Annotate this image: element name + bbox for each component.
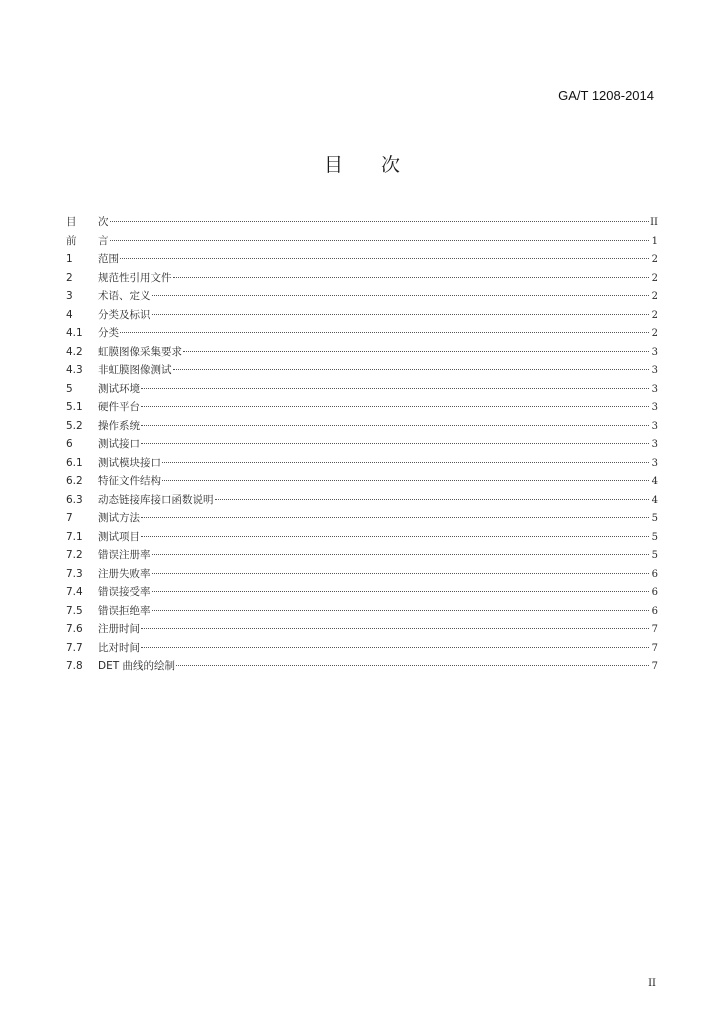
toc-entry-title: 特征文件结构: [98, 475, 161, 487]
toc-entry-page: 7: [651, 624, 658, 635]
toc-entry-page: 3: [651, 383, 658, 395]
toc-entry-number: 7.8: [66, 660, 83, 672]
table-of-contents: [66, 214, 658, 677]
toc-entry-number: 6.1: [66, 456, 83, 469]
toc-entry-title: 言: [98, 234, 109, 247]
toc-entry-title: 操作系统: [98, 419, 140, 432]
toc-entry[interactable]: [66, 288, 658, 307]
toc-leader-dots: [141, 406, 649, 407]
toc-entry-number: 4.1: [66, 327, 83, 339]
toc-entry-page: 6: [651, 605, 658, 617]
toc-entry[interactable]: [66, 658, 658, 677]
page-number: II: [648, 978, 656, 989]
toc-entry-page: 7: [651, 642, 658, 654]
toc-entry[interactable]: [66, 621, 658, 640]
toc-entry[interactable]: [66, 214, 658, 233]
toc-entry-page: 3: [651, 457, 658, 469]
toc-entry-page: 2: [651, 291, 658, 302]
toc-entry-title: 术语、定义: [98, 290, 151, 302]
toc-entry-page: II: [650, 217, 658, 228]
toc-entry[interactable]: [66, 325, 658, 344]
toc-entry-number: 7: [66, 512, 73, 524]
toc-entry-title: 次: [98, 216, 109, 228]
page-title-part2: 次: [381, 154, 401, 176]
toc-entry-title: 硬件平台: [98, 401, 140, 413]
toc-entry-page: 2: [651, 254, 658, 265]
toc-entry-page: 3: [651, 439, 658, 450]
toc-leader-dots: [183, 351, 649, 352]
toc-entry-title: 测试方法: [98, 512, 140, 524]
toc-entry[interactable]: [66, 455, 658, 474]
toc-entry-title: 范围: [98, 253, 119, 265]
toc-entry[interactable]: [66, 399, 658, 418]
toc-entry[interactable]: [66, 640, 658, 659]
toc-leader-dots: [152, 314, 650, 315]
toc-entry[interactable]: [66, 381, 658, 400]
toc-entry[interactable]: [66, 307, 658, 326]
toc-entry[interactable]: [66, 603, 658, 622]
toc-entry-page: 5: [651, 550, 658, 561]
page-title: [0, 150, 724, 177]
toc-entry-page: 2: [651, 328, 658, 339]
toc-leader-dots: [152, 554, 650, 555]
toc-leader-dots: [141, 425, 649, 426]
toc-entry-title: 注册时间: [98, 623, 140, 635]
toc-entry[interactable]: [66, 492, 658, 511]
toc-leader-dots: [141, 536, 649, 537]
toc-entry-number: 4: [66, 308, 73, 321]
toc-entry-title: 动态链接库接口函数说明: [98, 493, 214, 506]
toc-entry-title: 测试项目: [98, 530, 140, 543]
toc-entry-page: 1: [651, 235, 658, 247]
toc-entry[interactable]: [66, 566, 658, 585]
toc-entry-number: 5: [66, 382, 73, 395]
toc-entry-title: 测试环境: [98, 382, 140, 395]
toc-entry-number: 6.2: [66, 475, 83, 487]
toc-entry-title: 虹膜图像采集要求: [98, 345, 182, 358]
toc-leader-dots: [152, 591, 650, 592]
toc-entry[interactable]: [66, 418, 658, 437]
toc-entry-title: 错误接受率: [98, 586, 151, 598]
toc-entry-number: 1: [66, 253, 73, 265]
toc-entry-title: 测试接口: [98, 438, 140, 450]
toc-entry-title: 非虹膜图像测试: [98, 364, 172, 376]
toc-entry[interactable]: [66, 344, 658, 363]
toc-leader-dots: [110, 240, 650, 241]
toc-entry-number: 7.3: [66, 567, 83, 580]
toc-entry-number: 7.6: [66, 623, 83, 635]
toc-leader-dots: [215, 499, 650, 500]
toc-entry-number: 4.2: [66, 345, 83, 358]
toc-leader-dots: [141, 388, 649, 389]
toc-entry-number: 5.2: [66, 419, 83, 432]
toc-leader-dots: [152, 295, 650, 296]
toc-leader-dots: [162, 480, 649, 481]
toc-entry-number: 7.4: [66, 586, 83, 598]
toc-entry-page: 3: [651, 346, 658, 358]
toc-entry-title: 分类及标识: [98, 308, 151, 321]
toc-entry-page: 5: [651, 531, 658, 543]
standard-code: GA/T 1208-2014: [558, 88, 654, 103]
toc-entry-title: 分类: [98, 327, 119, 339]
toc-entry-page: 3: [651, 402, 658, 413]
toc-entry[interactable]: [66, 529, 658, 548]
toc-entry[interactable]: [66, 270, 658, 289]
toc-entry-number: 前: [66, 234, 77, 247]
toc-entry-number: 7.1: [66, 530, 83, 543]
toc-entry[interactable]: [66, 362, 658, 381]
toc-leader-dots: [141, 628, 649, 629]
toc-leader-dots: [152, 610, 650, 611]
toc-leader-dots: [173, 277, 650, 278]
toc-entry[interactable]: [66, 473, 658, 492]
toc-entry-number: 7.5: [66, 604, 83, 617]
toc-entry-page: 6: [651, 568, 658, 580]
toc-leader-dots: [141, 443, 649, 444]
toc-entry[interactable]: [66, 436, 658, 455]
toc-entry-number: 目: [66, 216, 77, 228]
toc-entry-page: 3: [651, 365, 658, 376]
toc-entry-page: 2: [651, 309, 658, 321]
toc-leader-dots: [152, 573, 650, 574]
toc-entry-number: 2: [66, 271, 73, 284]
toc-entry-page: 4: [651, 494, 658, 506]
toc-entry[interactable]: [66, 233, 658, 252]
toc-leader-dots: [162, 462, 649, 463]
toc-entry-page: 5: [651, 513, 658, 524]
toc-entry-title: 错误注册率: [98, 549, 151, 561]
toc-leader-dots: [120, 332, 649, 333]
toc-leader-dots: [110, 221, 650, 222]
toc-entry-title: 规范性引用文件: [98, 271, 172, 284]
toc-entry-number: 6: [66, 438, 73, 450]
toc-entry-number: 4.3: [66, 364, 83, 376]
toc-entry-number: 7.2: [66, 549, 83, 561]
toc-entry[interactable]: [66, 510, 658, 529]
toc-entry[interactable]: [66, 584, 658, 603]
toc-entry-title: DET 曲线的绘制: [98, 660, 175, 672]
toc-entry-page: 3: [651, 420, 658, 432]
toc-leader-dots: [173, 369, 650, 370]
page-title-part1: 目: [323, 154, 343, 176]
toc-leader-dots: [141, 647, 649, 648]
toc-entry-title: 比对时间: [98, 641, 140, 654]
toc-entry-number: 7.7: [66, 641, 83, 654]
toc-entry-title: 错误拒绝率: [98, 604, 151, 617]
toc-entry[interactable]: [66, 251, 658, 270]
toc-entry-page: 2: [651, 272, 658, 284]
toc-leader-dots: [141, 517, 649, 518]
toc-entry-page: 6: [651, 587, 658, 598]
toc-entry[interactable]: [66, 547, 658, 566]
toc-entry-number: 5.1: [66, 401, 83, 413]
toc-entry-title: 注册失败率: [98, 567, 151, 580]
toc-leader-dots: [120, 258, 649, 259]
toc-entry-page: 7: [651, 661, 658, 672]
toc-leader-dots: [176, 665, 649, 666]
toc-entry-title: 测试模块接口: [98, 456, 161, 469]
toc-entry-page: 4: [651, 476, 658, 487]
toc-entry-number: 3: [66, 290, 73, 302]
toc-entry-number: 6.3: [66, 493, 83, 506]
